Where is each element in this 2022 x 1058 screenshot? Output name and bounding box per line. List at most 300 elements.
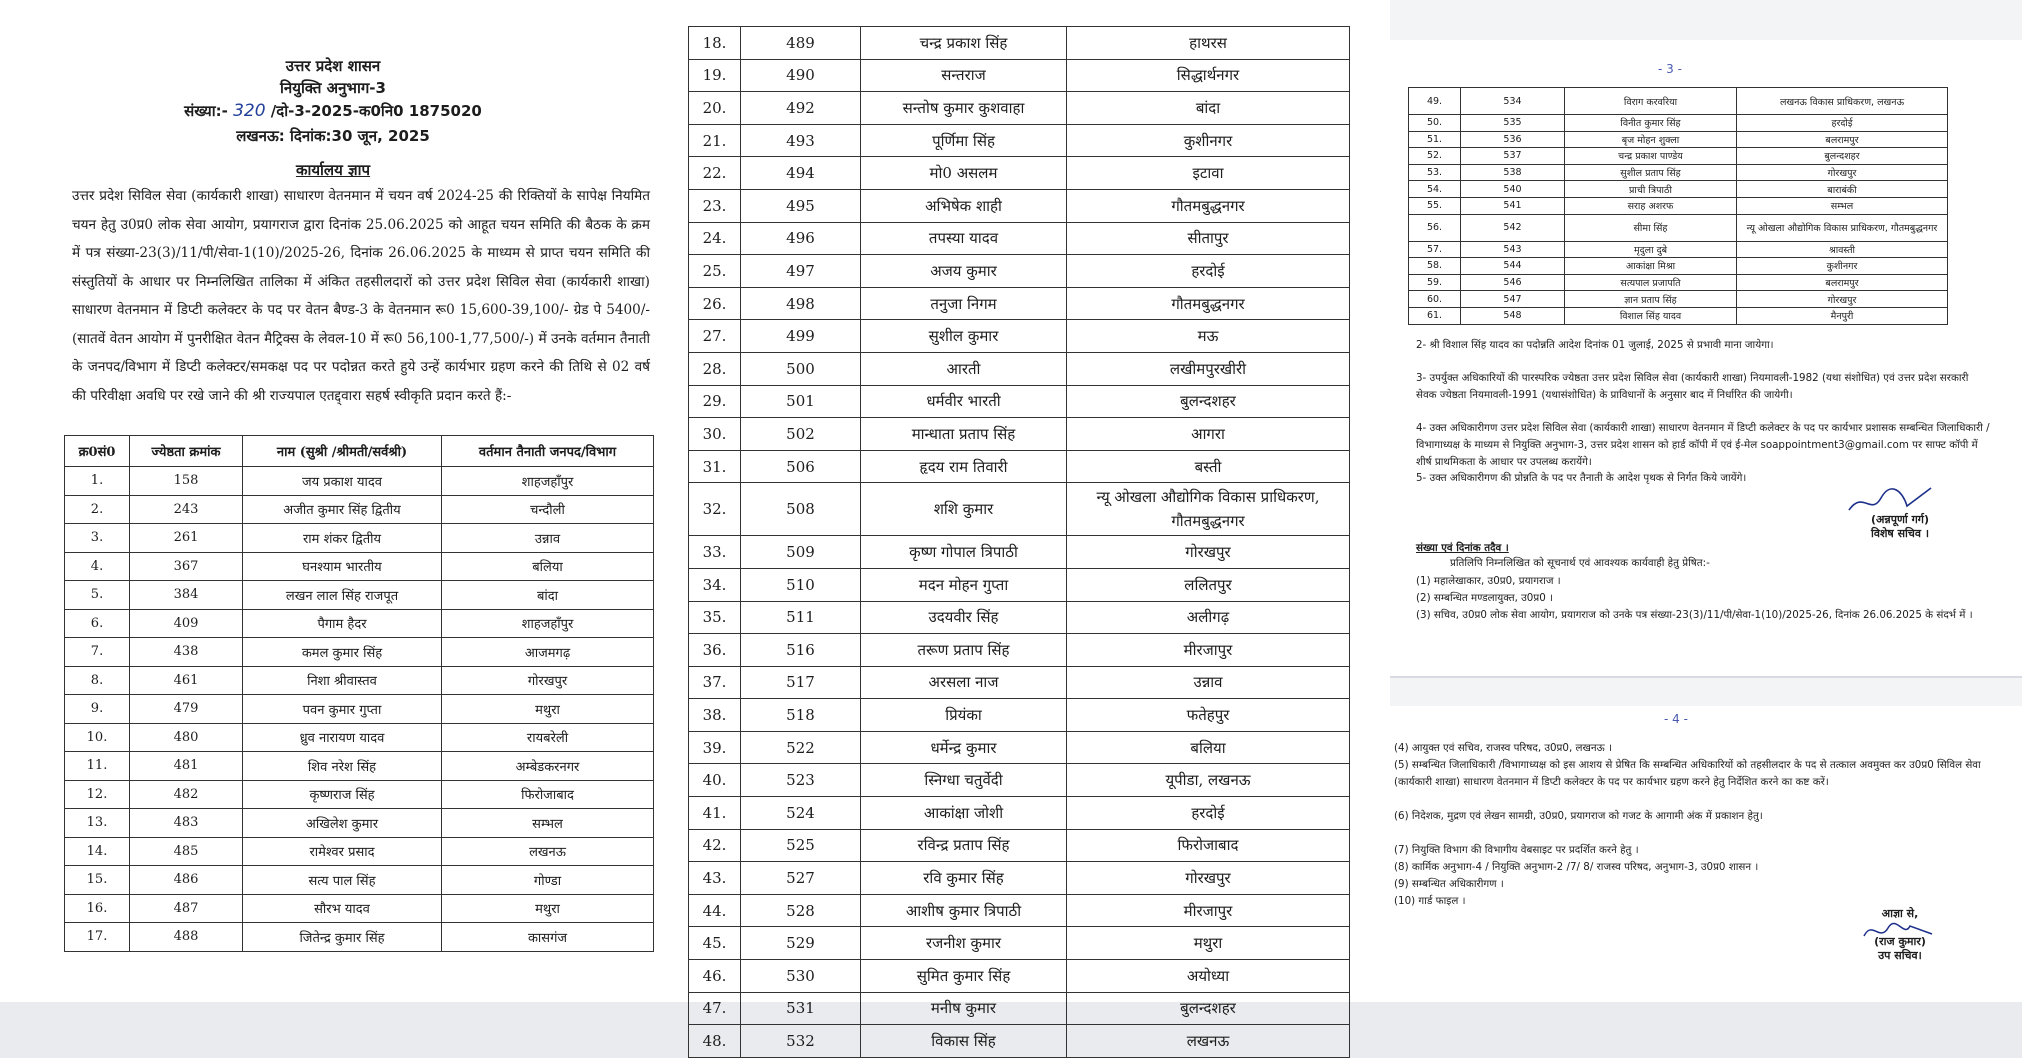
name-cell: मदन मोहन गुप्ता xyxy=(861,568,1067,601)
name-cell: पैगाम हैदर xyxy=(243,609,442,638)
serial-cell: 60. xyxy=(1409,291,1461,308)
posting-cell: रायबरेली xyxy=(442,723,654,752)
serial-cell: 38. xyxy=(689,699,741,732)
table-row xyxy=(65,524,654,553)
posting-cell: आगरा xyxy=(1067,418,1350,451)
copy-item-10: (10) गार्ड फाइल । xyxy=(1394,895,1466,907)
table-row xyxy=(65,752,654,781)
name-cell: विकास सिंह xyxy=(861,1025,1067,1058)
copy-item-2: (2) सम्बन्धित मण्डलायुक्त, उ0प्र0 । xyxy=(1416,592,1553,604)
name-cell: अजीत कुमार सिंह द्वितीय xyxy=(243,495,442,524)
posting-cell: मऊ xyxy=(1067,320,1350,353)
serial-cell: 24. xyxy=(689,222,741,255)
point-3: 3- उपर्युक्त अधिकारियों की पारस्परिक ज्येष्ठता उत्तर प्रदेश सिविल सेवा (कार्यकारी शाखा) नियमावली-1982 (यथा संशोधित) एवं उत्तर प्रदेश सरकारी सेवक ज्येष्ठता नियमावली-1991 (यथासंशोधित) के प्राविधानों के अनुसार बाद में निर्धारित की जायेगी। xyxy=(1416,372,1969,401)
table-row xyxy=(689,189,1350,222)
serial-cell: 1. xyxy=(65,467,130,496)
name-cell: आकांक्षा जोशी xyxy=(861,797,1067,830)
name-cell: अभिषेक शाही xyxy=(861,189,1067,222)
seniority-cell: 523 xyxy=(741,764,861,797)
seniority-cell: 510 xyxy=(741,568,861,601)
table-row xyxy=(689,59,1350,92)
table-row xyxy=(65,809,654,838)
name-cell: प्राची त्रिपाठी xyxy=(1565,181,1737,198)
posting-cell: सिद्धार्थनगर xyxy=(1067,59,1350,92)
name-cell: शिव नरेश सिंह xyxy=(243,752,442,781)
name-cell: हृदय राम तिवारी xyxy=(861,450,1067,483)
table-row xyxy=(689,601,1350,634)
name-cell: आरती xyxy=(861,352,1067,385)
table-row xyxy=(689,992,1350,1025)
copy-item-5: (5) सम्बन्धित जिलाधिकारी /विभागाध्यक्ष को इस आशय से प्रेषित कि सम्बन्धित अधिकारियों को तहसीलदार के पद से तत्काल अवमुक्त कर उ0प्र0 सिविल सेवा (कार्यकारी शाखा) साधारण वेतनमान में डिप्टी कलेक्टर के पद पर कार्यभार ग्रहण करने हेतु निर्देशित करने का कष्ट करें। xyxy=(1394,759,1981,788)
table-row xyxy=(689,1025,1350,1058)
name-cell: विनीत कुमार सिंह xyxy=(1565,115,1737,132)
name-cell: धर्मवीर भारती xyxy=(861,385,1067,418)
copy-item-4: (4) आयुक्त एवं सचिव, राजस्व परिषद, उ0प्र0, लखनऊ । xyxy=(1394,742,1612,754)
name-cell: सराह अशरफ xyxy=(1565,197,1737,214)
posting-cell: लखनऊ xyxy=(442,837,654,866)
header-section: नियुक्ति अनुभाग-3 xyxy=(280,79,386,97)
seniority-cell: 516 xyxy=(741,634,861,667)
posting-cell: बुलन्दशहर xyxy=(1067,992,1350,1025)
name-cell: तरूण प्रताप सिंह xyxy=(861,634,1067,667)
name-cell: आकांक्षा मिश्रा xyxy=(1565,258,1737,275)
serial-cell: 30. xyxy=(689,418,741,451)
seniority-cell: 492 xyxy=(741,92,861,125)
seniority-cell: 544 xyxy=(1461,258,1565,275)
seniority-cell: 522 xyxy=(741,731,861,764)
name-cell: सत्य पाल सिंह xyxy=(243,866,442,895)
serial-cell: 57. xyxy=(1409,241,1461,258)
posting-cell: आजमगढ़ xyxy=(442,638,654,667)
table-row xyxy=(1409,241,1948,258)
serial-cell: 41. xyxy=(689,797,741,830)
promotion-table-part-2 xyxy=(688,26,1350,1058)
posting-cell: फिरोजाबाद xyxy=(1067,829,1350,862)
document-page-2 xyxy=(666,0,1390,1051)
table-row xyxy=(689,960,1350,993)
table-row xyxy=(1409,258,1948,275)
seniority-cell: 538 xyxy=(1461,164,1565,181)
serial-cell: 6. xyxy=(65,609,130,638)
posting-cell: सम्भल xyxy=(442,809,654,838)
name-cell: लखन लाल सिंह राजपूत xyxy=(243,581,442,610)
serial-cell: 18. xyxy=(689,27,741,60)
name-cell: सौरभ यादव xyxy=(243,894,442,923)
table-row xyxy=(689,320,1350,353)
posting-cell: उन्नाव xyxy=(442,524,654,553)
name-cell: सन्तोष कुमार कुशवाहा xyxy=(861,92,1067,125)
serial-cell: 54. xyxy=(1409,181,1461,198)
posting-cell: मथुरा xyxy=(1067,927,1350,960)
name-cell: मनीष कुमार xyxy=(861,992,1067,1025)
table-row xyxy=(65,609,654,638)
name-cell: अजय कुमार xyxy=(861,255,1067,288)
serial-cell: 14. xyxy=(65,837,130,866)
table-row xyxy=(689,27,1350,60)
order-by: आज्ञा से, xyxy=(1881,907,1919,920)
serial-cell: 46. xyxy=(689,960,741,993)
col-serial: क्र0सं0 xyxy=(65,436,130,467)
table-row xyxy=(689,352,1350,385)
table-row xyxy=(689,829,1350,862)
name-cell: धर्मेन्द्र कुमार xyxy=(861,731,1067,764)
serial-cell: 35. xyxy=(689,601,741,634)
col-posting: वर्तमान तैनाती जनपद/विभाग xyxy=(442,436,654,467)
seniority-cell: 525 xyxy=(741,829,861,862)
name-cell: विशाल सिंह यादव xyxy=(1565,307,1737,324)
seniority-cell: 409 xyxy=(130,609,243,638)
table-row xyxy=(65,837,654,866)
seniority-cell: 540 xyxy=(1461,181,1565,198)
point-4: 4- उक्त अधिकारीगण उत्तर प्रदेश सिविल सेवा (कार्यकारी शाखा) साधारण वेतनमान में डिप्टी कलेक्टर के पद पर कार्यभार प्रशासक सम्बन्धित जिलाधिकारी / विभागाध्यक्ष के माध्यम से नियुक्ति अनुभाग-3, उत्तर प्रदेश शासन को हार्ड कॉपी में एवं ई-मेल soappointment3@gmail.com पर साफ्ट कॉपी में शीर्ष प्राथमिकता के आधार पर उपलब्ध करायेंगे। xyxy=(1416,422,1990,468)
posting-cell: गौतमबुद्धनगर xyxy=(1067,189,1350,222)
name-cell: उदयवीर सिंह xyxy=(861,601,1067,634)
table-row xyxy=(689,764,1350,797)
posting-cell: बलिया xyxy=(1067,731,1350,764)
seniority-cell: 483 xyxy=(130,809,243,838)
copy-item-9: (9) सम्बन्धित अधिकारीगण । xyxy=(1394,878,1504,890)
seniority-cell: 497 xyxy=(741,255,861,288)
header-government: उत्तर प्रदेश शासन xyxy=(285,57,381,75)
table-row xyxy=(689,862,1350,895)
seniority-cell: 534 xyxy=(1461,88,1565,115)
serial-cell: 55. xyxy=(1409,197,1461,214)
table-row xyxy=(689,927,1350,960)
seniority-cell: 546 xyxy=(1461,274,1565,291)
table-row xyxy=(689,450,1350,483)
seniority-cell: 499 xyxy=(741,320,861,353)
serial-cell: 44. xyxy=(689,894,741,927)
posting-cell: गौतमबुद्धनगर xyxy=(1067,287,1350,320)
seniority-cell: 384 xyxy=(130,581,243,610)
name-cell: रजनीश कुमार xyxy=(861,927,1067,960)
table-row xyxy=(1409,131,1948,148)
serial-cell: 58. xyxy=(1409,258,1461,275)
posting-cell: बांदा xyxy=(1067,92,1350,125)
table-row xyxy=(65,894,654,923)
posting-cell: फिरोजाबाद xyxy=(442,780,654,809)
seniority-cell: 531 xyxy=(741,992,861,1025)
serial-cell: 48. xyxy=(689,1025,741,1058)
name-cell: स्निग्धा चतुर्वेदी xyxy=(861,764,1067,797)
copy-item-3: (3) सचिव, उ0प्र0 लोक सेवा आयोग, प्रयागराज को उनके पत्र संख्या-23(3)/11/पी/सेवा-1(10)/2025-26, दिनांक 26.06.2025 के संदर्भ में । xyxy=(1416,609,1973,621)
posting-cell: न्यू ओखला औद्योगिक विकास प्राधिकरण, गौतमबुद्धनगर xyxy=(1737,214,1948,241)
posting-cell: हरदोई xyxy=(1067,255,1350,288)
order-number-prefix: संख्या:- xyxy=(184,102,228,120)
posting-cell: कासगंज xyxy=(442,923,654,952)
posting-cell: हाथरस xyxy=(1067,27,1350,60)
name-cell: तपस्या यादव xyxy=(861,222,1067,255)
serial-cell: 22. xyxy=(689,157,741,190)
name-cell: जय प्रकाश यादव xyxy=(243,467,442,496)
posting-cell: लखीमपुरखीरी xyxy=(1067,352,1350,385)
seniority-cell: 438 xyxy=(130,638,243,667)
posting-cell: गोरखपुर xyxy=(442,666,654,695)
serial-cell: 37. xyxy=(689,666,741,699)
table-row xyxy=(689,385,1350,418)
name-cell: सुमित कुमार सिंह xyxy=(861,960,1067,993)
name-cell: कमल कुमार सिंह xyxy=(243,638,442,667)
seniority-cell: 243 xyxy=(130,495,243,524)
name-cell: ध्रुव नारायण यादव xyxy=(243,723,442,752)
signer-1-title: विशेष सचिव । xyxy=(1870,527,1930,540)
serial-cell: 27. xyxy=(689,320,741,353)
seniority-cell: 506 xyxy=(741,450,861,483)
serial-cell: 59. xyxy=(1409,274,1461,291)
posting-cell: उन्नाव xyxy=(1067,666,1350,699)
table-row xyxy=(65,666,654,695)
serial-cell: 15. xyxy=(65,866,130,895)
serial-cell: 10. xyxy=(65,723,130,752)
serial-cell: 9. xyxy=(65,695,130,724)
seniority-cell: 498 xyxy=(741,287,861,320)
name-cell: तनुजा निगम xyxy=(861,287,1067,320)
posting-cell: शाहजहाँपुर xyxy=(442,467,654,496)
posting-cell: न्यू ओखला औद्योगिक विकास प्राधिकरण, गौतमबुद्धनगर xyxy=(1067,483,1350,536)
posting-cell: फतेहपुर xyxy=(1067,699,1350,732)
seniority-cell: 158 xyxy=(130,467,243,496)
seniority-cell: 541 xyxy=(1461,197,1565,214)
name-cell: मृदुला दुबे xyxy=(1565,241,1737,258)
table-row xyxy=(689,666,1350,699)
serial-cell: 29. xyxy=(689,385,741,418)
date-line: लखनऊ: दिनांक:30 जून, 2025 xyxy=(236,127,430,145)
serial-cell: 49. xyxy=(1409,88,1461,115)
name-cell: प्रियंका xyxy=(861,699,1067,732)
serial-cell: 36. xyxy=(689,634,741,667)
seniority-cell: 480 xyxy=(130,723,243,752)
seniority-cell: 496 xyxy=(741,222,861,255)
serial-cell: 47. xyxy=(689,992,741,1025)
posting-cell: बांदा xyxy=(442,581,654,610)
serial-cell: 45. xyxy=(689,927,741,960)
name-cell: निशा श्रीवास्तव xyxy=(243,666,442,695)
seniority-cell: 537 xyxy=(1461,148,1565,165)
col-name: नाम (सुश्री /श्रीमती/सर्वश्री) xyxy=(243,436,442,467)
name-cell: सुशील कुमार xyxy=(861,320,1067,353)
serial-cell: 11. xyxy=(65,752,130,781)
copy-item-8: (8) कार्मिक अनुभाग-4 / नियुक्ति अनुभाग-2 /7/ 8/ राजस्व परिषद, अनुभाग-3, उ0प्र0 शासन । xyxy=(1394,861,1759,873)
table-row xyxy=(65,923,654,952)
serial-cell: 40. xyxy=(689,764,741,797)
seniority-cell: 532 xyxy=(741,1025,861,1058)
seniority-cell: 529 xyxy=(741,927,861,960)
table-row xyxy=(65,552,654,581)
seniority-cell: 508 xyxy=(741,483,861,536)
posting-cell: इटावा xyxy=(1067,157,1350,190)
seniority-cell: 493 xyxy=(741,124,861,157)
seniority-cell: 530 xyxy=(741,960,861,993)
posting-cell: चन्दौली xyxy=(442,495,654,524)
name-cell: घनश्याम भारतीय xyxy=(243,552,442,581)
copy-item-7: (7) नियुक्ति विभाग की विभागीय वेबसाइट पर प्रदर्शित करने हेतु । xyxy=(1394,844,1639,856)
table-row xyxy=(65,467,654,496)
point-2: 2- श्री विशाल सिंह यादव का पदोन्नति आदेश दिनांक 01 जुलाई, 2025 से प्रभावी माना जायेगा। xyxy=(1416,339,1774,351)
name-cell: जितेन्द्र कुमार सिंह xyxy=(243,923,442,952)
seniority-cell: 479 xyxy=(130,695,243,724)
table-row xyxy=(689,157,1350,190)
name-cell: कृष्ण गोपाल त्रिपाठी xyxy=(861,536,1067,569)
table-row xyxy=(1409,148,1948,165)
name-cell: रविन्द्र प्रताप सिंह xyxy=(861,829,1067,862)
table-row xyxy=(65,866,654,895)
order-number xyxy=(0,101,666,122)
name-cell: चन्द्र प्रकाश पाण्डेय xyxy=(1565,148,1737,165)
serial-cell: 23. xyxy=(689,189,741,222)
table-row xyxy=(689,568,1350,601)
name-cell: मान्धाता प्रताप सिंह xyxy=(861,418,1067,451)
posting-cell: कुशीनगर xyxy=(1067,124,1350,157)
seniority-cell: 487 xyxy=(130,894,243,923)
table-row xyxy=(689,483,1350,536)
serial-cell: 7. xyxy=(65,638,130,667)
seniority-cell: 536 xyxy=(1461,131,1565,148)
table-row xyxy=(1409,291,1948,308)
posting-cell: ललितपुर xyxy=(1067,568,1350,601)
posting-cell: अयोध्या xyxy=(1067,960,1350,993)
table-row xyxy=(1409,197,1948,214)
posting-cell: बुलन्दशहर xyxy=(1067,385,1350,418)
name-cell: सीमा सिंह xyxy=(1565,214,1737,241)
document-page-3 xyxy=(1390,0,2022,1002)
table-row xyxy=(689,418,1350,451)
seniority-cell: 502 xyxy=(741,418,861,451)
seniority-cell: 517 xyxy=(741,666,861,699)
serial-cell: 33. xyxy=(689,536,741,569)
table-row xyxy=(1409,181,1948,198)
posting-cell: अलीगढ़ xyxy=(1067,601,1350,634)
seniority-cell: 486 xyxy=(130,866,243,895)
serial-cell: 12. xyxy=(65,780,130,809)
seniority-cell: 485 xyxy=(130,837,243,866)
serial-cell: 32. xyxy=(689,483,741,536)
posting-cell: सीतापुर xyxy=(1067,222,1350,255)
signer-2-name: (राज कुमार) xyxy=(1874,935,1926,948)
copy-heading: संख्या एवं दिनांक तदैव । xyxy=(1416,542,1509,554)
name-cell: राम शंकर द्वितीय xyxy=(243,524,442,553)
seniority-cell: 500 xyxy=(741,352,861,385)
table-row xyxy=(65,723,654,752)
posting-cell: बलरामपुर xyxy=(1737,131,1948,148)
name-cell: अखिलेश कुमार xyxy=(243,809,442,838)
seniority-cell: 535 xyxy=(1461,115,1565,132)
table-row xyxy=(1409,115,1948,132)
table-row xyxy=(689,699,1350,732)
seniority-cell: 518 xyxy=(741,699,861,732)
table-row xyxy=(65,695,654,724)
seniority-cell: 511 xyxy=(741,601,861,634)
seniority-cell: 528 xyxy=(741,894,861,927)
serial-cell: 52. xyxy=(1409,148,1461,165)
name-cell: बृज मोहन शुक्ला xyxy=(1565,131,1737,148)
seniority-cell: 490 xyxy=(741,59,861,92)
seniority-cell: 494 xyxy=(741,157,861,190)
table-header-row xyxy=(65,436,654,467)
point-5: 5- उक्त अधिकारीगण की प्रोन्नति के पद पर तैनाती के आदेश पृथक से निर्गत किये जायेंगे। xyxy=(1416,472,1747,484)
seniority-cell: 542 xyxy=(1461,214,1565,241)
table-row xyxy=(1409,307,1948,324)
posting-cell: बलिया xyxy=(442,552,654,581)
posting-cell: मीरजापुर xyxy=(1067,894,1350,927)
table-row xyxy=(1409,88,1948,115)
posting-cell: बुलन्दशहर xyxy=(1737,148,1948,165)
posting-cell: मथुरा xyxy=(442,894,654,923)
name-cell: आशीष कुमार त्रिपाठी xyxy=(861,894,1067,927)
serial-cell: 39. xyxy=(689,731,741,764)
page-number-3: - 3 - xyxy=(1658,62,1682,76)
posting-cell: लखनऊ विकास प्राधिकरण, लखनऊ xyxy=(1737,88,1948,115)
posting-cell: मथुरा xyxy=(442,695,654,724)
name-cell: रवि कुमार सिंह xyxy=(861,862,1067,895)
serial-cell: 13. xyxy=(65,809,130,838)
posting-cell: गोरखपुर xyxy=(1737,291,1948,308)
posting-cell: अम्बेडकरनगर xyxy=(442,752,654,781)
serial-cell: 3. xyxy=(65,524,130,553)
seniority-cell: 501 xyxy=(741,385,861,418)
name-cell: ज्ञान प्रताप सिंह xyxy=(1565,291,1737,308)
name-cell: चन्द्र प्रकाश सिंह xyxy=(861,27,1067,60)
posting-cell: हरदोई xyxy=(1737,115,1948,132)
seniority-cell: 527 xyxy=(741,862,861,895)
serial-cell: 8. xyxy=(65,666,130,695)
table-row xyxy=(689,731,1350,764)
order-number-handwritten: 320 xyxy=(233,101,266,121)
table-row xyxy=(65,780,654,809)
serial-cell: 17. xyxy=(65,923,130,952)
table-row xyxy=(689,634,1350,667)
seniority-cell: 547 xyxy=(1461,291,1565,308)
seniority-cell: 548 xyxy=(1461,307,1565,324)
table-row xyxy=(65,638,654,667)
posting-cell: मैनपुरी xyxy=(1737,307,1948,324)
table-row xyxy=(689,797,1350,830)
posting-cell: गोरखपुर xyxy=(1067,862,1350,895)
name-cell: सुशील प्रताप सिंह xyxy=(1565,164,1737,181)
table-row xyxy=(1409,274,1948,291)
table-row xyxy=(689,255,1350,288)
posting-cell: गोरखपुर xyxy=(1737,164,1948,181)
serial-cell: 26. xyxy=(689,287,741,320)
serial-cell: 16. xyxy=(65,894,130,923)
posting-cell: बलरामपुर xyxy=(1737,274,1948,291)
document-page-1 xyxy=(0,0,666,1002)
posting-cell: बाराबंकी xyxy=(1737,181,1948,198)
serial-cell: 28. xyxy=(689,352,741,385)
serial-cell: 19. xyxy=(689,59,741,92)
seniority-cell: 489 xyxy=(741,27,861,60)
serial-cell: 4. xyxy=(65,552,130,581)
serial-cell: 5. xyxy=(65,581,130,610)
name-cell: पूर्णिमा सिंह xyxy=(861,124,1067,157)
seniority-cell: 482 xyxy=(130,780,243,809)
seniority-cell: 461 xyxy=(130,666,243,695)
serial-cell: 42. xyxy=(689,829,741,862)
serial-cell: 34. xyxy=(689,568,741,601)
serial-cell: 56. xyxy=(1409,214,1461,241)
page-number-4: - 4 - xyxy=(1664,712,1688,726)
copy-item-6: (6) निदेशक, मुद्रण एवं लेखन सामग्री, उ0प्र0, प्रयागराज को गजट के आगामी अंक में प्रकाशन हेतु। xyxy=(1394,810,1763,822)
serial-cell: 50. xyxy=(1409,115,1461,132)
seniority-cell: 481 xyxy=(130,752,243,781)
table-row xyxy=(689,536,1350,569)
serial-cell: 20. xyxy=(689,92,741,125)
serial-cell: 43. xyxy=(689,862,741,895)
seniority-cell: 495 xyxy=(741,189,861,222)
name-cell: सन्तराज xyxy=(861,59,1067,92)
table-row xyxy=(1409,164,1948,181)
name-cell: कृष्णराज सिंह xyxy=(243,780,442,809)
serial-cell: 2. xyxy=(65,495,130,524)
